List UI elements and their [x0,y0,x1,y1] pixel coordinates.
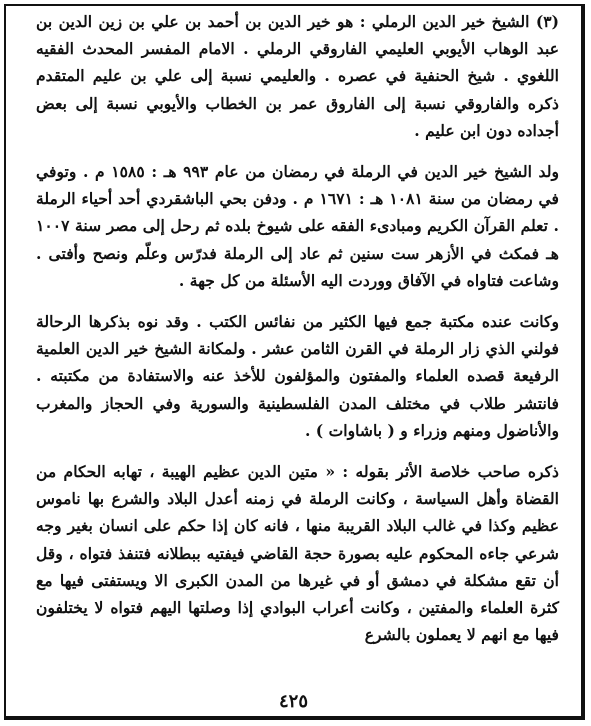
footnote-paragraph-1: (٣) الشيخ خير الدين الرملي : هو خير الدين بن أحمد بن علي بن زين الدين بن عبد الوهاب الأيوبي العليمي الفاروقي الرملي . الامام المفسر المحدث الفقيه اللغوي . شيخ الحنفية في عصره . والعليمي نسبة إلى علي بن عليم المتقدم ذكره والفاروقي نسبة إلى الفاروق عمر بن الخطاب والأيوبي نسبة إلى بعض أجداده دون ابن عليم . [36,12,559,140]
page-body [36,8,559,648]
page-frame [4,4,585,720]
paragraph-quotation: ذكره صاحب خلاصة الأثر بقوله : « متين الدين عظيم الهيبة ، تهابه الحكام من القضاة وأهل السياسة ، وكانت الرملة في زمنه أعدل البلاد والشرع بها ناموس عظيم وكذا في غالب البلاد القريبة منها ، فانه كان إذا حكم على انسان بغير وجه شرعي جاءه المحكوم عليه بصورة حجة القاضي فيفتيه ببطلانه فتنفذ فتواه ، وقل أن تقع مشكلة في دمشق أو في غيرها من المدن الكبرى الا ويستفتى فيها مع كثرة العلماء والمفتين ، وكانت أعراب البوادي إذا وصلتها اليهم فتواه لا يختلفون فيها مع انهم لا يعملون بالشرع [36,462,559,645]
paragraph-birth-and-education: ولد الشيخ خير الدين في الرملة في رمضان من عام ٩٩٣ هـ : ١٥٨٥ م . وتوفي في رمضان من سنة ١٠٨١ هـ : ١٦٧١ م . ودفن بحي الباشقردي أحد أحياء الرملة . تعلم القرآن الكريم ومبادىء الفقه على شيوخ بلده ثم رحل إلى مصر سنة ١٠٠٧ هـ فمكث في الأزهر ست سنين ثم عاد إلى الرملة فدرّس وعلّم ونصح وأفتى . وشاعت فتاواه في الآفاق ووردت اليه الأسئلة من كل جهة . [36,162,559,290]
page-number: ٤٢٥ [278,691,308,712]
paragraph-library: وكانت عنده مكتبة جمع فيها الكثير من نفائس الكتب . وقد نوه بذكرها الرحالة فولني الذي زار الرملة في القرن الثامن عشر . ولمكانة الشيخ خير الدين العلمية الرفيعة قصده العلماء والمفتون والمؤلفون للأخذ عنه والاستفادة من مكتبته . فانتشر طلاب في مختلف المدن الفلسطينية والسورية وفي الحجاز والمغرب والأناضول ومنهم وزراء و ( باشاوات ) . [36,312,559,440]
